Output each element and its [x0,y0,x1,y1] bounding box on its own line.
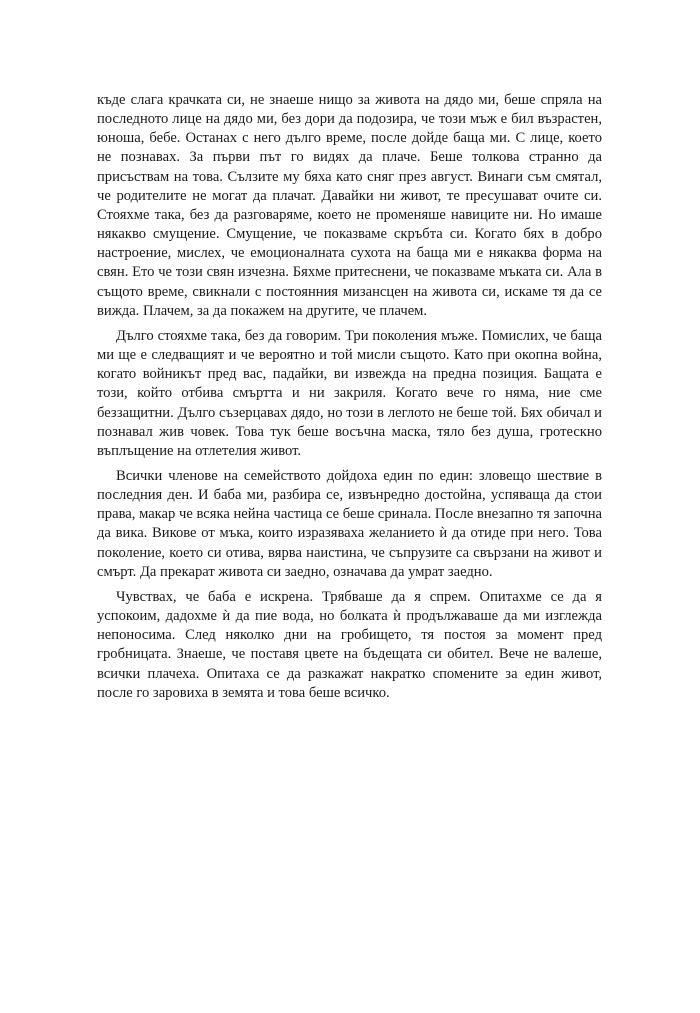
paragraph-2: Дълго стояхме така, без да говорим. Три поколения мъже. Помислих, че баща ми ще е следващият и че вероятно и той мисли същото. Като при окопна война, когато войникът пред вас, падайки, ви извежда на предна позиция. Бащата е този, който отбива смъртта и ни закриля. Когато вече го няма, ние сме беззащитни. Дълго съзерцавах дядо, но този в леглото не беше той. Бях обичал и познавал жив човек. Това тук беше восъчна маска, тяло без душа, гротескно въплъщение на отлетелия живот. [97,327,602,459]
paragraph-1: къде слага крачката си, не знаеше нищо за живота на дядо ми, беше спряла на последното лице на дядо ми, без дори да подозира, че този мъж е бил възрастен, юноша, бебе. Останах с него дълго време, после дойде баща ми. С лице, което не познавах. За първи път го видях да плаче. Беше толкова странно да присъствам на това. Сълзите му бяха като сняг през август. Винаги съм смятал, че родителите не могат да плачат. Давайки ни живот, те пресушават очите си. Стояхме така, без да разговаряме, което не променяше навиците ни. Но имаше някакво смущение. Смущение, че показваме скръбта си. Когато бях в добро настроение, мислех, че емоционалната сухота на баща ми е някаква форма на свян. Ето че този свян изчезна. Бяхме притеснени, че показваме мъката си. Ала в същото време, свикнали с постоянния мизансцен на живота си, искаме тя да се вижда. Плачем, за да покажем на другите, че плачем. [97,92,602,319]
paragraph-3: Всички членове на семейството дойдоха един по един: зловещо шествие в последния ден. И баба ми, разбира се, извънредно достойна, успяваща да стои права, макар че всяка нейна частица се беше сринала. После внезапно тя започна да вика. Викове от мъка, които изразяваха желанието ѝ да отиде при него. Това поколение, което си отива, вярва наистина, че съпрузите са свързани на живот и смърт. Да прекарат живота си заедно, означава да умрат заедно. [97,467,602,580]
paragraph-4: Чувствах, че баба е искрена. Трябваше да я спрем. Опитахме се да я успокоим, дадохме ѝ да пие вода, но болката ѝ продължаваше да ми изглежда непоносима. След няколко дни на гробището, тя постоя за момент пред гробницата. Знаеше, че поставя цвете на бъдещата си обител. Вече не валеше, всички плачеха. Опитаха се да разкажат накратко спомените за един живот, после го заровиха в земята и това беше всичко. [97,588,602,701]
body-text [97,91,602,709]
